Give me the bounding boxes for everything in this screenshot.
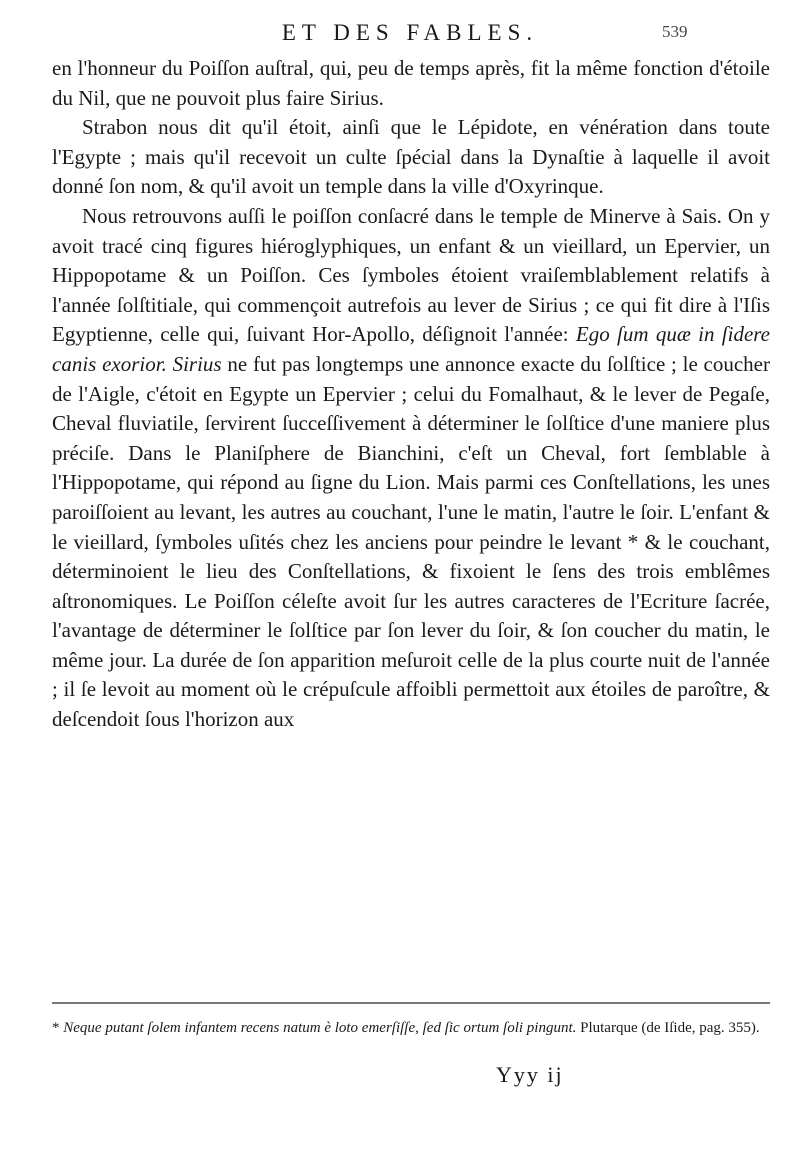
- footnote-latin: Neque putant ſolem infantem recens natum è loto emerſiſſe, ſed ſic ortum ſoli pingunt.: [63, 1020, 577, 1036]
- paragraph-2: Strabon nous dit qu'il étoit, ainſi que le Lépidote, en vénération dans toute l'Egypte ; mais qu'il recevoit un culte ſpécial dans la Dynaſtie à laquelle il avoit donné ſon nom, & qu'il avoit un temple dans la ville d'Oxyrinque.: [52, 115, 770, 199]
- page-number: 539: [662, 22, 688, 41]
- paragraph-1: en l'honneur du Poiſſon auſtral, qui, peu de temps après, fit la même fonction d'étoile du Nil, que ne pouvoit plus faire Sirius.: [52, 56, 770, 110]
- footnote-divider: [52, 1002, 770, 1004]
- paragraph-3: [52, 202, 770, 735]
- paragraph-3-text-a: Nous retrouvons auſſi le poiſſon conſacré dans le temple de Minerve à Sais. On y avoit tracé cinq figures hiéroglyphiques, un enfant & un vieillard, un Epervier, un Hippopotame & un Poiſſon. Ces ſymboles étoient vraiſemblablement relatifs à l'année ſolſtitiale, qui commençoit autrefois au lever de Sirius ; ce qui fit dire à l'Iſis Egyptienne, celle qui, ſuivant Hor-Apollo, déſignoit l'année:: [52, 203, 770, 347]
- latin-quote: Ego ſum quæ in ſidere canis exorior. Sirius: [52, 322, 770, 376]
- footnote: [52, 1018, 770, 1038]
- running-title: ET DES FABLES.: [281, 20, 539, 45]
- paragraph-3-text-b: ne fut pas longtemps une annonce exacte du ſolſtice ; le coucher de l'Aigle, c'étoit en Egypte un Epervier ; celui du Fomalhaut, & le lever de Pegaſe, Cheval fluviatile, ſervirent ſucceſſivement à déterminer le ſolſtice d'une maniere plus préciſe. Dans le Planiſphere de Bianchini, c'eſt un Cheval, fort ſemblable à l'Hippopotame, qui répond au ſigne du Lion. Mais parmi ces Conſtellations, les unes paroiſſoient au levant, les autres au couchant, l'une le matin, l'autre le ſoir. L'enfant & le vieillard, ſymboles uſités chez les anciens pour peindre le levant * & le couchant, déterminoient le lieu des Conſtellations, & fixoient le ſens des trois emblêmes aſtronomiques. Le Poiſſon céleſte avoit ſur les autres caracteres de l'Ecriture ſacrée, l'avantage de déterminer le ſolſtice par ſon lever du ſoir, & ſon coucher du matin, le même jour. La durée de ſon apparition meſuroit celle de la plus courte nuit de l'année ; il ſe levoit au moment où le crépuſcule affoibli permettoit aux étoiles de paroître, & deſcendoit ſous l'horizon aux: [52, 351, 770, 732]
- main-text: [52, 54, 770, 735]
- signature-mark: Yyy ij: [496, 1062, 564, 1087]
- footnote-mark: *: [52, 1020, 64, 1036]
- footnote-source: Plutarque (de Iſide, pag. 355).: [576, 1020, 760, 1036]
